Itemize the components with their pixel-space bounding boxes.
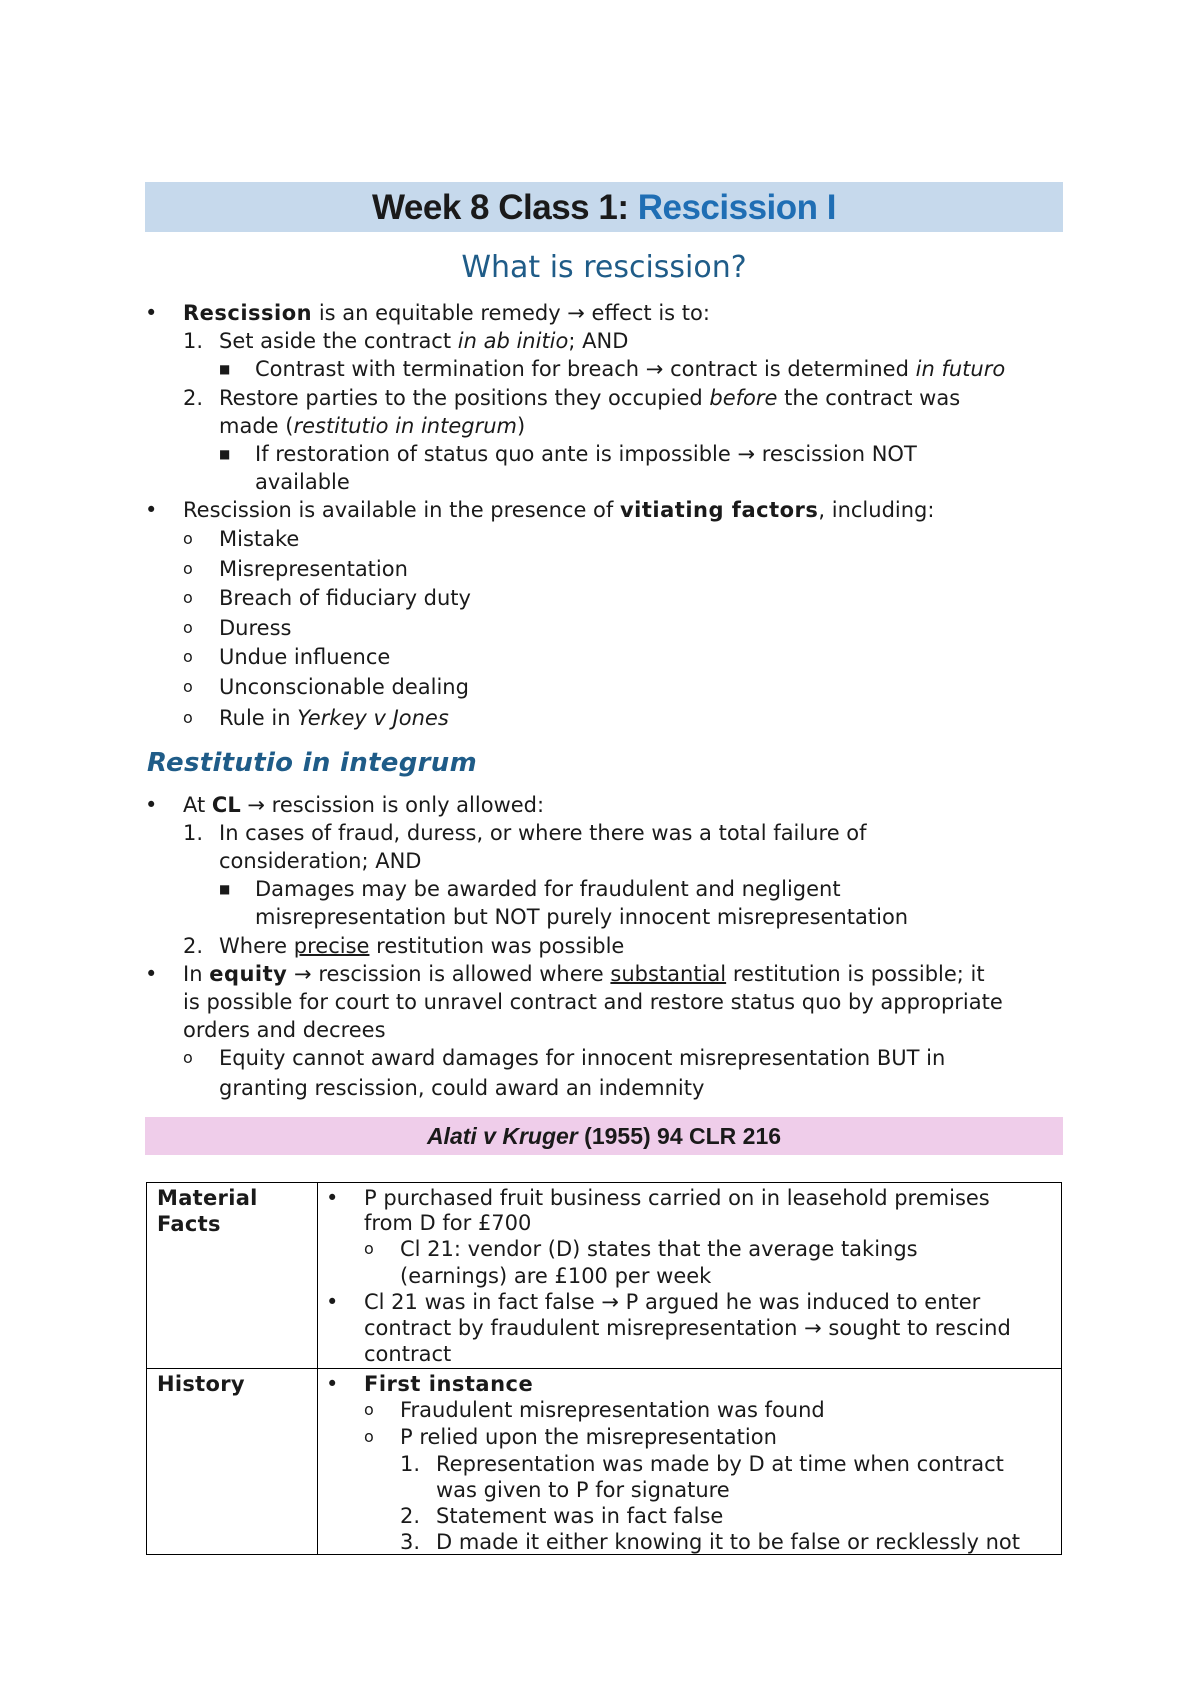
text-span: is an equitable remedy → effect is to: [318,301,710,325]
section-heading-restitutio: Restitutio in integrum [147,748,477,778]
italic-span: restitutio in integrum [293,414,517,438]
list-item [183,791,544,819]
italic-span: Yerkey v Jones [297,706,449,730]
case-name: Alati v Kruger [426,1123,578,1149]
list-item-continuation: available [255,470,350,494]
circle-bullet-icon: o [183,708,193,727]
list-item [219,327,628,355]
text-span: Set aside the contract [219,329,452,353]
number-marker: 2. [183,934,204,958]
list-item: Damages may be awarded for fraudulent and negligent [255,877,841,901]
square-bullet-icon: ■ [219,882,231,896]
section-heading-what-is-rescission: What is rescission? [461,250,747,285]
number-marker: 1. [183,821,204,845]
bullet-icon: • [326,1186,339,1210]
list-item [219,384,960,412]
row-label-material-facts [147,1183,318,1369]
text-span: the contract was [784,386,961,410]
list-item-continuation: orders and decrees [183,1018,386,1042]
material-facts-cell [318,1183,1062,1369]
bold-term: First instance [364,1372,534,1396]
text-span: , including: [818,498,935,522]
circle-bullet-icon: o [364,1400,374,1419]
list-item: Mistake [219,527,300,551]
list-item-continuation: contract [364,1342,452,1366]
italic-span: before [709,386,778,410]
list-item [183,960,985,988]
list-item-continuation: contract by fraudulent misrepresentation → sought to rescind [364,1316,1011,1340]
square-bullet-icon: ■ [219,447,231,461]
bold-term: vitiating factors [619,498,819,522]
case-title [145,1117,1063,1155]
number-marker: 3. [400,1530,421,1554]
list-item: If restoration of status quo ante is impossible → rescission NOT [255,442,917,466]
table-row [147,1369,1062,1555]
circle-bullet-icon: o [183,588,193,607]
square-bullet-icon: ■ [219,362,231,376]
text-span: ; AND [568,329,629,353]
italic-span: in ab initio [457,329,569,353]
list-item: Misrepresentation [219,557,408,581]
number-marker: 2. [183,386,204,410]
case-citation: (1955) 94 CLR 216 [584,1123,782,1149]
text-span: Rule in [219,706,291,730]
history-cell [318,1369,1062,1555]
circle-bullet-icon: o [364,1239,374,1258]
list-item-continuation: was given to P for signature [436,1478,730,1502]
table-row [147,1183,1062,1369]
cell-content [318,1369,1061,1553]
list-item: Breach of fiduciary duty [219,586,471,610]
list-item-continuation: from D for £700 [364,1211,532,1235]
list-item: Equity cannot award damages for innocent misrepresentation BUT in [219,1046,946,1070]
list-item: P purchased fruit business carried on in leasehold premises [364,1186,990,1210]
circle-bullet-icon: o [364,1427,374,1446]
text-span: Contrast with termination for breach → contract is determined [255,357,909,381]
circle-bullet-icon: o [183,677,193,696]
list-item: In cases of fraud, duress, or where there was a total failure of [219,821,867,845]
list-item: Fraudulent misrepresentation was found [400,1398,825,1422]
page-title [145,182,1063,232]
bullet-icon: • [326,1290,339,1314]
list-item-continuation: (earnings) are £100 per week [400,1264,712,1288]
text-span: ) [517,414,526,438]
title-prefix: Week 8 Class 1: [372,188,629,227]
bullet-icon: • [145,962,158,986]
title-accent: Rescission I [637,188,836,227]
row-label-history: History [147,1369,318,1555]
list-item: Cl 21 was in fact false → P argued he was induced to enter [364,1290,981,1314]
circle-bullet-icon: o [183,1048,193,1067]
list-item [183,299,710,327]
circle-bullet-icon: o [183,559,193,578]
cell-content [318,1183,1061,1367]
list-item: Duress [219,616,292,640]
text-span: In [183,962,203,986]
text-span: restitution is possible; it [732,962,985,986]
list-item: Undue influence [219,645,391,669]
bold-term: equity [209,962,288,986]
list-item: Statement was in fact false [436,1504,724,1528]
text-span: Rescission is available in the presence of [183,498,614,522]
list-item-continuation: misrepresentation but NOT purely innocent misrepresentation [255,905,909,929]
number-marker: 2. [400,1504,421,1528]
list-item [219,932,624,960]
number-marker: 1. [183,329,204,353]
list-item-continuation: is possible for court to unravel contract and restore status quo by appropriate [183,990,1003,1014]
circle-bullet-icon: o [183,529,193,548]
list-item: P relied upon the misrepresentation [400,1425,777,1449]
list-item [219,704,449,732]
bold-term: CL [211,793,241,817]
text-span: restitution was possible [376,934,625,958]
list-item-continuation [219,412,525,440]
list-item: Unconscionable dealing [219,675,469,699]
circle-bullet-icon: o [183,647,193,666]
underlined-span: precise [293,934,370,958]
label-line: Material [157,1186,258,1210]
bullet-icon: • [145,498,158,522]
text-span: → rescission is allowed where [294,962,604,986]
case-table [146,1182,1062,1555]
list-item: D made it either knowing it to be false or recklessly not [436,1530,1020,1554]
list-item-continuation: consideration; AND [219,849,422,873]
list-item: Cl 21: vendor (D) states that the average takings [400,1237,918,1261]
text-span: At [183,793,206,817]
italic-span: in futuro [915,357,1006,381]
label-line: Facts [157,1212,221,1236]
list-item: Representation was made by D at time when contract [436,1452,1004,1476]
number-marker: 1. [400,1452,421,1476]
underlined-span: substantial [610,962,727,986]
text-span: Restore parties to the positions they occupied [219,386,703,410]
bullet-icon: • [145,793,158,817]
list-item [255,355,1005,383]
list-item [183,496,934,524]
circle-bullet-icon: o [183,618,193,637]
text-span: made ( [219,414,294,438]
list-item-continuation: granting rescission, could award an indemnity [219,1076,705,1100]
bullet-icon: • [326,1372,339,1396]
bullet-icon: • [145,301,158,325]
bold-term: Rescission [183,301,313,325]
text-span: → rescission is only allowed: [247,793,545,817]
text-span: Where [219,934,288,958]
